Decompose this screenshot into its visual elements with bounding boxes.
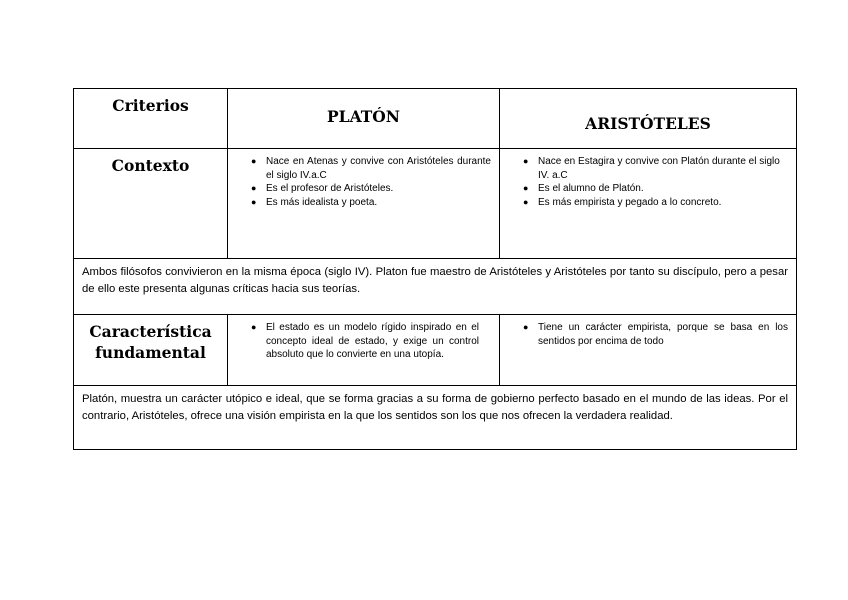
list-item bbox=[521, 182, 788, 196]
label-caracteristica-line2: fundamental bbox=[95, 343, 206, 362]
cell-contexto-platon bbox=[228, 149, 500, 259]
bullet-text: Es más idealista y poeta. bbox=[266, 196, 378, 208]
label-caracteristica-line1: Característica bbox=[89, 322, 212, 341]
bullet-text: El estado es un modelo rígido inspirado en el concepto ideal de estado, y exige un control absoluto que lo convierte en una utopía. bbox=[266, 322, 479, 360]
bullet-text: Tiene un carácter empirista, porque se basa en los sentidos por encima de todo bbox=[538, 322, 788, 347]
table-row-summary-1 bbox=[74, 259, 797, 315]
bullet-icon: ● bbox=[251, 196, 257, 207]
header-platon: PLATÓN bbox=[228, 89, 500, 149]
list-item bbox=[249, 321, 479, 362]
bullet-text: Nace en Atenas y convive con Aristóteles durante el siglo IV.a.C bbox=[266, 156, 491, 181]
bullet-icon: ● bbox=[523, 322, 529, 332]
bullet-text: Es el profesor de Aristóteles. bbox=[266, 183, 394, 194]
bullet-text: Es más empirista y pegado a lo concreto. bbox=[538, 196, 722, 208]
list-item bbox=[521, 196, 788, 210]
label-caracteristica bbox=[74, 315, 228, 386]
bullet-list bbox=[249, 321, 479, 362]
bullet-icon: ● bbox=[523, 183, 529, 193]
list-item bbox=[249, 155, 491, 182]
list-item bbox=[521, 155, 788, 182]
bullet-list bbox=[521, 321, 788, 348]
cell-caracteristica-platon bbox=[228, 315, 500, 386]
bullet-icon: ● bbox=[251, 156, 257, 166]
table-row-caracteristica bbox=[74, 315, 797, 386]
list-item bbox=[249, 182, 491, 196]
table-row-contexto bbox=[74, 149, 797, 259]
list-item bbox=[249, 196, 491, 210]
list-item bbox=[521, 321, 788, 348]
comparison-table bbox=[73, 88, 797, 450]
bullet-icon: ● bbox=[251, 183, 257, 193]
bullet-icon: ● bbox=[523, 156, 529, 166]
label-contexto: Contexto bbox=[74, 149, 228, 259]
table-header-row bbox=[74, 89, 797, 149]
cell-contexto-aristoteles bbox=[500, 149, 797, 259]
summary-paragraph-2: Platón, muestra un carácter utópico e ideal, que se forma gracias a su forma de gobierno perfecto basado en el mundo de las ideas. Por el contrario, Aristóteles, ofrece una visión empirista en la que los sentidos son los que nos ofrecen la verdadera realidad. bbox=[74, 386, 797, 450]
cell-caracteristica-aristoteles bbox=[500, 315, 797, 386]
table-row-summary-2 bbox=[74, 386, 797, 450]
summary-paragraph-1: Ambos filósofos convivieron en la misma época (siglo IV). Platon fue maestro de Aristóteles y Aristóteles por tanto su discípulo, pero a pesar de ello este presenta algunas críticas hacia sus teorías. bbox=[74, 259, 797, 315]
header-criterios: Criterios bbox=[74, 89, 228, 149]
bullet-icon: ● bbox=[523, 196, 529, 207]
bullet-list bbox=[521, 155, 788, 209]
bullet-text: Es el alumno de Platón. bbox=[538, 183, 644, 194]
bullet-text: Nace en Estagira y convive con Platón durante el siglo IV. a.C bbox=[538, 156, 780, 181]
bullet-icon: ● bbox=[251, 322, 257, 332]
bullet-list bbox=[249, 155, 491, 209]
header-aristoteles: ARISTÓTELES bbox=[500, 89, 797, 149]
